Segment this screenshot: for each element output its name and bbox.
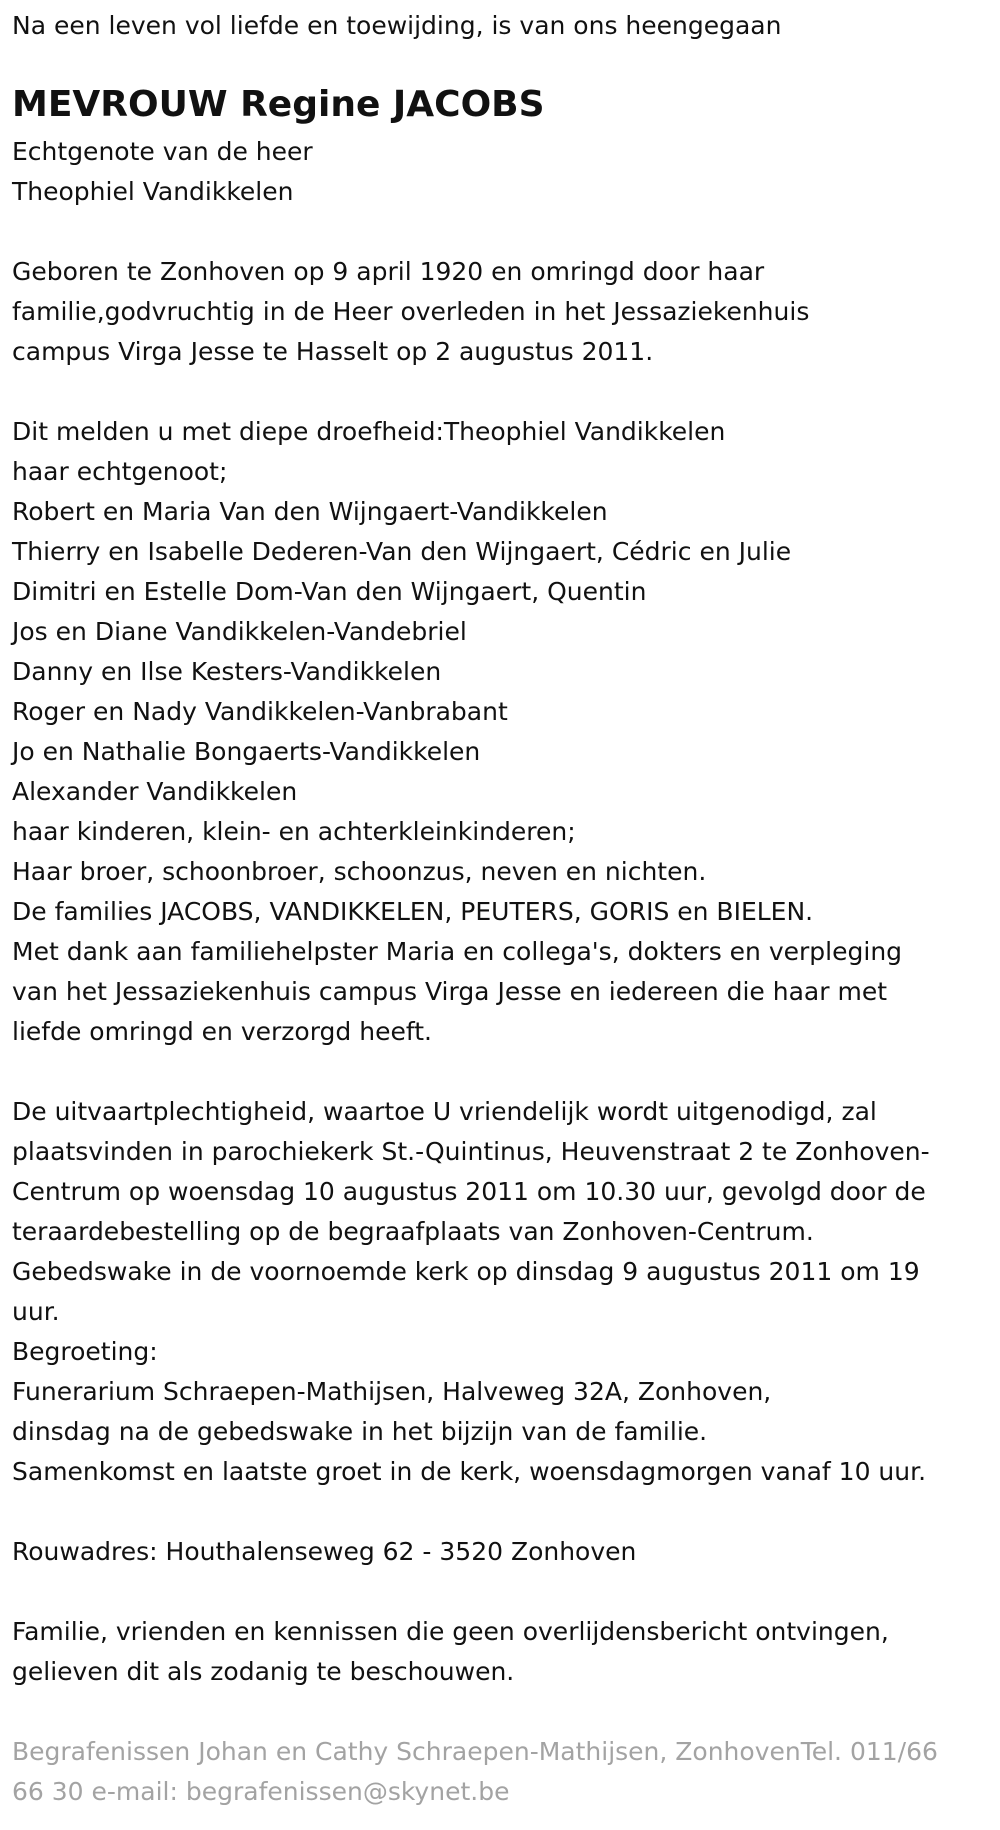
paragraph-spacer xyxy=(12,1052,992,1092)
notice-line: Familie, vrienden en kennissen die geen overlijdensbericht ontvingen, xyxy=(12,1617,889,1646)
intro-line: Na een leven vol liefde en toewijding, is van ons heengegaan xyxy=(12,11,782,40)
family-line: Jos en Diane Vandikkelen-Vandebriel xyxy=(12,617,467,646)
ceremony-line: Samenkomst en laatste groet in de kerk, woensdagmorgen vanaf 10 uur. xyxy=(12,1457,927,1486)
birth-death-block xyxy=(12,252,992,372)
family-block xyxy=(12,412,992,1052)
ceremony-line: Funerarium Schraepen-Mathijsen, Halveweg 32A, Zonhoven, xyxy=(12,1377,772,1406)
family-line: Jo en Nathalie Bongaerts-Vandikkelen xyxy=(12,737,481,766)
ceremony-line: dinsdag na de gebedswake in het bijzijn van de familie. xyxy=(12,1417,708,1446)
family-line: Met dank aan familiehelpster Maria en collega's, dokters en verpleging xyxy=(12,937,903,966)
ceremony-line: Centrum op woensdag 10 augustus 2011 om 10.30 uur, gevolgd door de xyxy=(12,1177,926,1206)
paragraph-spacer xyxy=(12,1492,992,1532)
ceremony-line: teraardebestelling op de begraafplaats van Zonhoven-Centrum. xyxy=(12,1217,814,1246)
ceremony-line: uur. xyxy=(12,1297,60,1326)
family-line: Danny en Ilse Kesters-Vandikkelen xyxy=(12,657,442,686)
family-line: Dimitri en Estelle Dom-Van den Wijngaert, Quentin xyxy=(12,577,647,606)
footer-line: Begrafenissen Johan en Cathy Schraepen-Mathijsen, ZonhovenTel. 011/66 xyxy=(12,1737,938,1766)
obituary-document xyxy=(12,6,992,1812)
mourning-address: Rouwadres: Houthalenseweg 62 - 3520 Zonhoven xyxy=(12,1537,637,1566)
ceremony-line: plaatsvinden in parochiekerk St.-Quintinus, Heuvenstraat 2 te Zonhoven- xyxy=(12,1137,930,1166)
family-line: liefde omringd en verzorgd heeft. xyxy=(12,1017,432,1046)
ceremony-line: Gebedswake in de voornoemde kerk op dinsdag 9 augustus 2011 om 19 xyxy=(12,1257,920,1286)
ceremony-line: De uitvaartplechtigheid, waartoe U vriendelijk wordt uitgenodigd, zal xyxy=(12,1097,877,1126)
funeral-home-footer xyxy=(12,1732,992,1812)
paragraph-spacer xyxy=(12,1692,992,1732)
family-line: Robert en Maria Van den Wijngaert-Vandikkelen xyxy=(12,497,608,526)
birth-line: familie,godvruchtig in de Heer overleden in het Jessaziekenhuis xyxy=(12,297,810,326)
paragraph-spacer xyxy=(12,1572,992,1612)
birth-line: Geboren te Zonhoven op 9 april 1920 en omringd door haar xyxy=(12,257,765,286)
ceremony-line: Begroeting: xyxy=(12,1337,158,1366)
spouse-block xyxy=(12,132,992,212)
family-line: Dit melden u met diepe droefheid:Theophiel Vandikkelen xyxy=(12,417,726,446)
family-line: van het Jessaziekenhuis campus Virga Jesse en iedereen die haar met xyxy=(12,977,887,1006)
spouse-line: Theophiel Vandikkelen xyxy=(12,177,294,206)
family-line: De families JACOBS, VANDIKKELEN, PEUTERS, GORIS en BIELEN. xyxy=(12,897,814,926)
birth-line: campus Virga Jesse te Hasselt op 2 augustus 2011. xyxy=(12,337,654,366)
footer-line: 66 30 e-mail: begrafenissen@skynet.be xyxy=(12,1777,510,1806)
family-line: haar kinderen, klein- en achterkleinkinderen; xyxy=(12,817,576,846)
family-line: Alexander Vandikkelen xyxy=(12,777,298,806)
notice-block xyxy=(12,1612,992,1692)
spouse-line: Echtgenote van de heer xyxy=(12,137,313,166)
family-line: Thierry en Isabelle Dederen-Van den Wijngaert, Cédric en Julie xyxy=(12,537,792,566)
deceased-name-heading: MEVROUW Regine JACOBS xyxy=(12,84,545,125)
paragraph-spacer xyxy=(12,212,992,252)
family-line: Haar broer, schoonbroer, schoonzus, neven en nichten. xyxy=(12,857,707,886)
family-line: haar echtgenoot; xyxy=(12,457,228,486)
notice-line: gelieven dit als zodanig te beschouwen. xyxy=(12,1657,515,1686)
ceremony-block xyxy=(12,1092,992,1492)
paragraph-spacer xyxy=(12,372,992,412)
family-line: Roger en Nady Vandikkelen-Vanbrabant xyxy=(12,697,508,726)
